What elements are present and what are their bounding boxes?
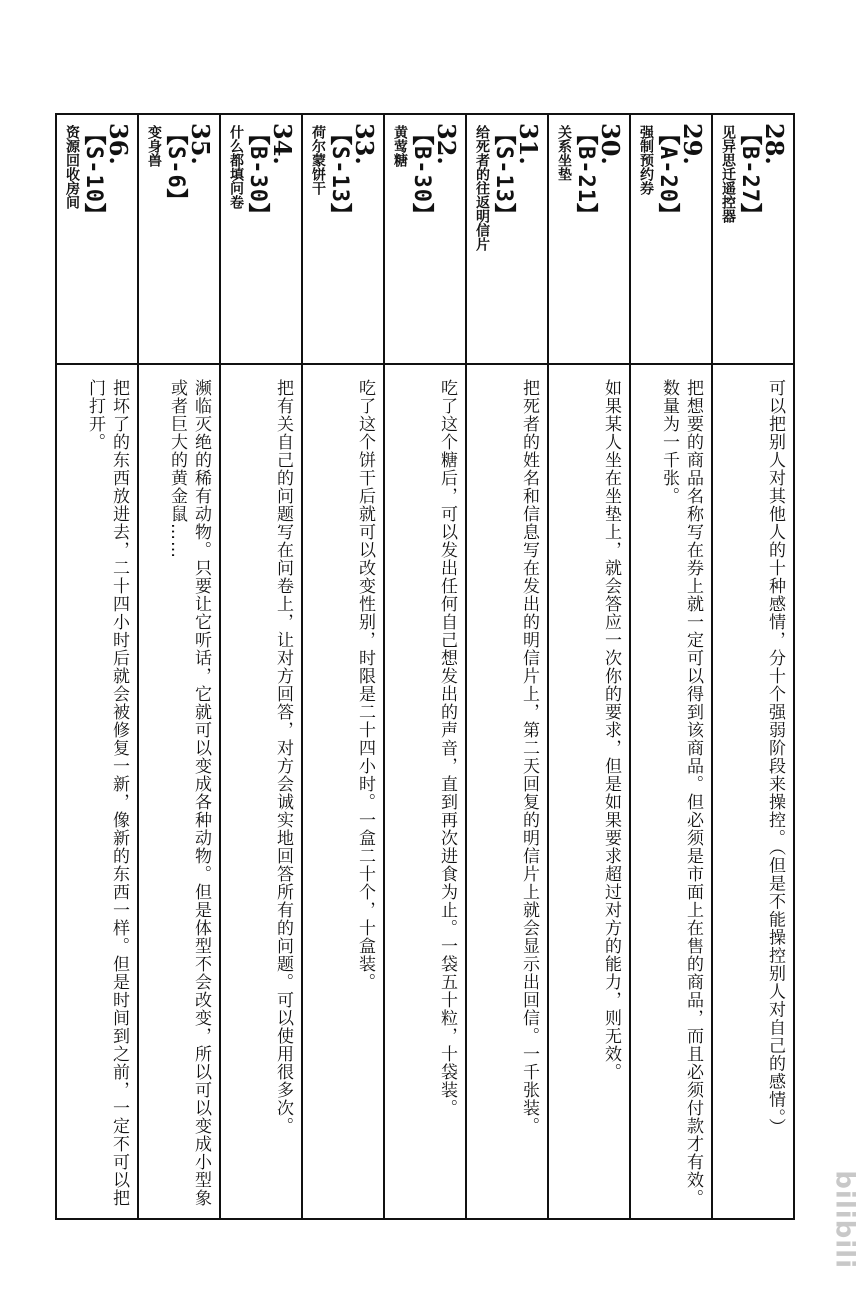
item-code: 【B-21】 xyxy=(573,123,598,226)
table-row xyxy=(301,115,383,1218)
items-table xyxy=(55,113,795,1220)
table-row xyxy=(383,115,465,1218)
item-title: 什么都填问卷 xyxy=(228,125,244,209)
item-header xyxy=(221,115,301,365)
table-row xyxy=(137,115,219,1218)
table-row xyxy=(465,115,547,1218)
table-row xyxy=(629,115,711,1218)
item-code: 【A-20】 xyxy=(655,123,680,226)
item-description: 可以把别人对其他人的十种感情，分十个强弱阶段来操控。（但是不能操控别人对自己的感情。） xyxy=(765,379,785,1136)
table-row xyxy=(547,115,629,1218)
item-number: 28. xyxy=(760,123,789,165)
item-header xyxy=(631,115,711,365)
table-row xyxy=(219,115,301,1218)
item-description: 把有关自己的问题写在问卷上，让对方回答，对方会诚实地回答所有的问题。可以使用很多次。 xyxy=(273,379,293,1135)
item-title: 黄莺糖 xyxy=(392,125,408,167)
item-code: 【S-13】 xyxy=(491,123,516,226)
bilibili-watermark: bilibili xyxy=(830,1170,860,1269)
item-number: 31. xyxy=(514,123,543,165)
item-number: 36. xyxy=(104,123,133,165)
item-number: 35. xyxy=(186,123,215,165)
item-description: 濒临灭绝的稀有动物。只要让它听话，它就可以变成各种动物。但是体型不会改变，所以可以变成小型象或者巨大的黄金鼠…… xyxy=(167,379,211,1207)
item-title: 变身兽 xyxy=(146,125,162,167)
item-number: 33. xyxy=(350,123,379,165)
item-code: 【S-10】 xyxy=(81,123,106,226)
item-header xyxy=(55,115,137,365)
table-row xyxy=(55,115,137,1218)
item-code: 【S-13】 xyxy=(327,123,352,226)
item-title: 关系坐垫 xyxy=(556,125,572,181)
item-title: 资源回收房间 xyxy=(64,125,80,209)
item-description: 把坏了的东西放进去，二十四小时后就会被修复一新，像新的东西一样。但是时间到之前，一定不可以把门打开。 xyxy=(85,379,129,1207)
item-code: 【B-27】 xyxy=(737,123,762,226)
item-code: 【S-6】 xyxy=(163,123,188,212)
item-description: 吃了这个饼干后就可以改变性别，时限是二十四小时。一盒二十个，十盒装。 xyxy=(355,379,375,991)
item-code: 【B-30】 xyxy=(245,123,270,226)
item-title: 荷尔蒙饼干 xyxy=(310,125,326,195)
item-header xyxy=(713,115,793,365)
item-title: 给死者的往返明信片 xyxy=(474,125,490,251)
item-number: 29. xyxy=(678,123,707,165)
item-header xyxy=(139,115,219,365)
item-header xyxy=(467,115,547,365)
item-title: 见异思迁遥控器 xyxy=(720,125,736,223)
item-header xyxy=(303,115,383,365)
item-title: 强制预约券 xyxy=(638,125,654,195)
item-number: 34. xyxy=(268,123,297,165)
item-description: 把想要的商品名称写在券上就一定可以得到该商品。但必须是市面上在售的商品，而且必须付款才有效。数量为一千张。 xyxy=(659,379,703,1207)
item-code: 【B-30】 xyxy=(409,123,434,226)
table-row xyxy=(711,115,793,1218)
item-header xyxy=(385,115,465,365)
item-description: 如果某人坐在坐垫上，就会答应一次你的要求，但是如果要求超过对方的能力，则无效。 xyxy=(601,379,621,1081)
item-description: 把死者的姓名和信息写在发出的明信片上，第二天回复的明信片上就会显示出回信。一千张装。 xyxy=(519,379,539,1135)
item-header xyxy=(549,115,629,365)
item-number: 30. xyxy=(596,123,625,165)
item-description: 吃了这个糖后，可以发出任何自己想发出的声音，直到再次进食为止。一袋五十粒，十袋装。 xyxy=(437,379,457,1117)
item-number: 32. xyxy=(432,123,461,165)
